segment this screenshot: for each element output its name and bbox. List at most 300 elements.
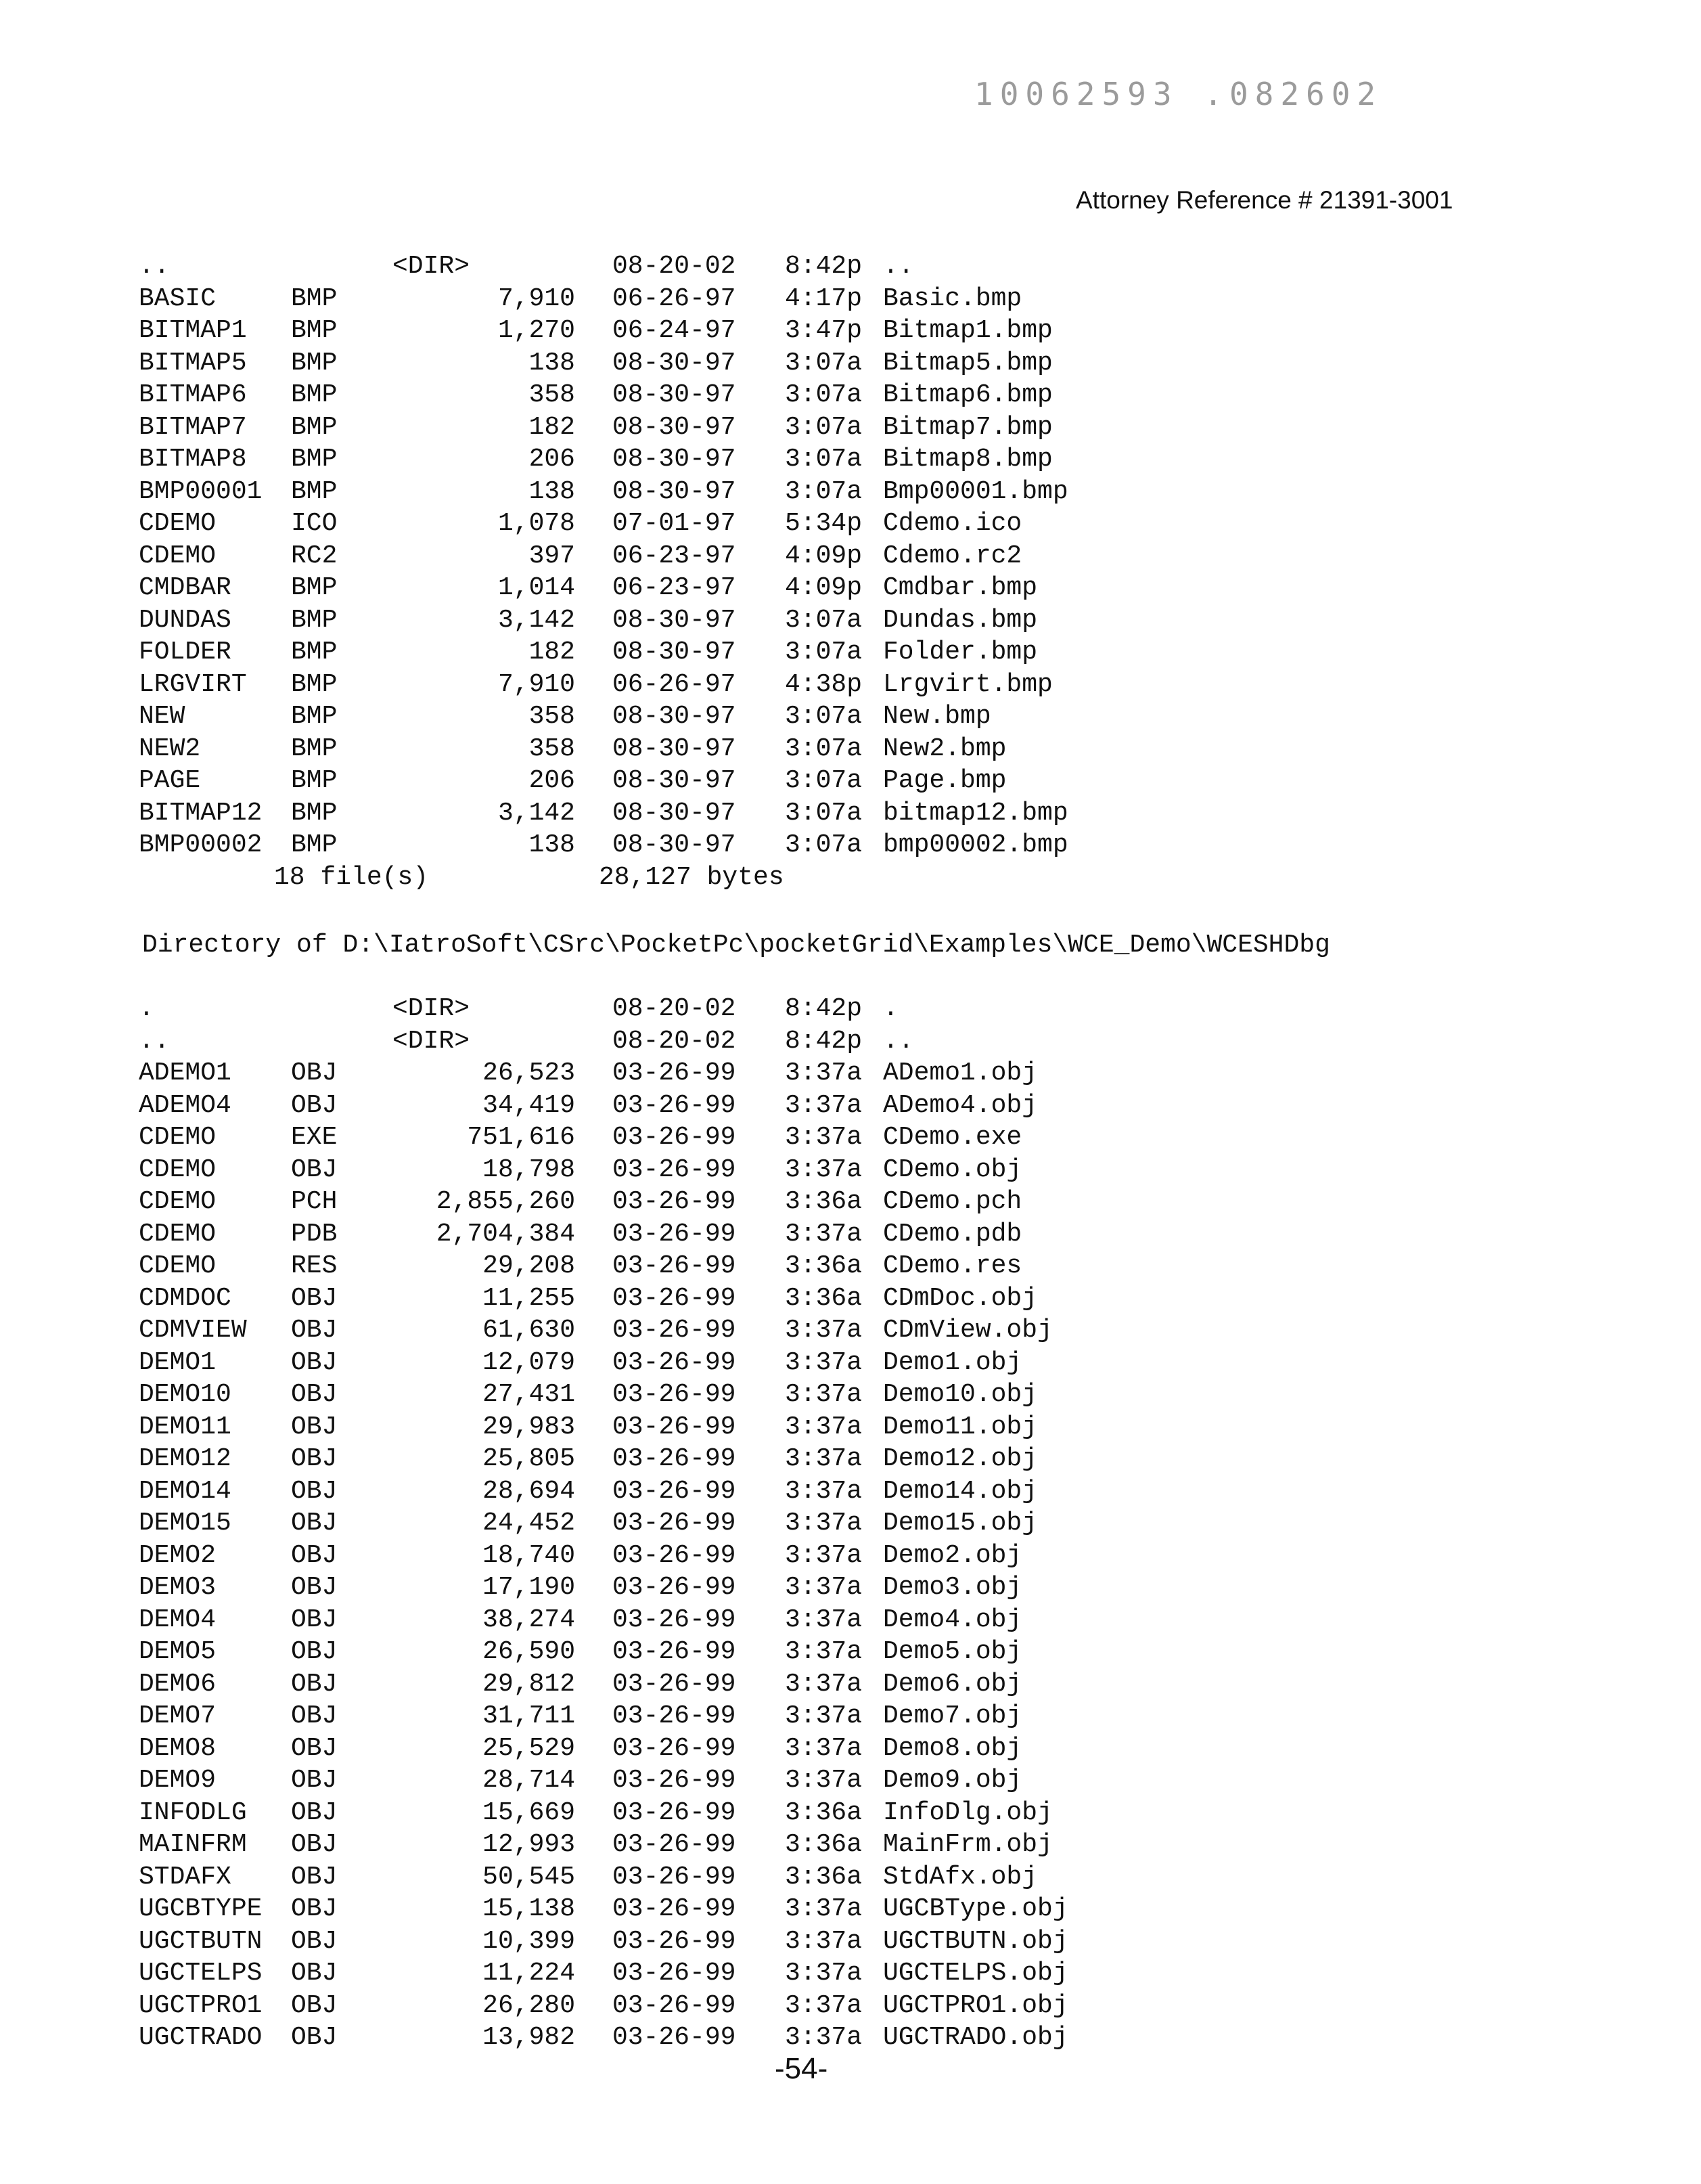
file-name: CMDBAR — [139, 573, 231, 602]
file-date: 03-26-99 — [612, 1573, 736, 1602]
long-file-name: Demo8.obj — [883, 1733, 1022, 1763]
long-file-name: CDmView.obj — [883, 1316, 1053, 1345]
file-extension: OBJ — [291, 1990, 338, 2020]
file-time: 3:37a — [785, 1540, 863, 1570]
file-size: 34,419 — [482, 1090, 575, 1120]
file-name: CDEMO — [139, 1155, 217, 1184]
file-size: 1,270 — [497, 316, 575, 345]
long-file-name: Basic.bmp — [883, 284, 1022, 313]
file-extension: OBJ — [291, 1669, 338, 1699]
file-name: FOLDER — [139, 638, 231, 667]
file-time: 3:07a — [785, 445, 863, 474]
file-time: 3:37a — [785, 1380, 863, 1409]
file-date: 03-26-99 — [612, 1926, 736, 1956]
file-size: 26,590 — [482, 1637, 575, 1666]
file-name: BITMAP7 — [139, 412, 247, 442]
directory-heading: Directory of D:\IatroSoft\CSrc\PocketPc\pocketGrid\Examples\WCE_Demo\WCESHDbg — [142, 931, 1330, 960]
file-date: 03-26-99 — [612, 1701, 736, 1731]
file-time: 3:37a — [785, 1701, 863, 1731]
file-extension: OBJ — [291, 1637, 338, 1666]
file-extension: OBJ — [291, 1058, 338, 1088]
file-name: DEMO9 — [139, 1766, 217, 1795]
file-date: 08-20-02 — [612, 1026, 736, 1056]
long-file-name: bitmap12.bmp — [883, 798, 1068, 828]
file-time: 3:37a — [785, 1090, 863, 1120]
file-size: 13,982 — [482, 2023, 575, 2052]
file-size: 28,694 — [482, 1476, 575, 1506]
file-date: 03-26-99 — [612, 1123, 736, 1152]
file-name: CDEMO — [139, 1123, 217, 1152]
file-size: 25,805 — [482, 1444, 575, 1473]
file-date: 03-26-99 — [612, 1283, 736, 1313]
file-size: 27,431 — [482, 1380, 575, 1409]
file-size: 29,812 — [482, 1669, 575, 1699]
file-size: 2,855,260 — [436, 1187, 575, 1216]
file-extension: OBJ — [291, 1862, 338, 1892]
long-file-name: CDemo.exe — [883, 1123, 1022, 1152]
file-size: 1,078 — [497, 509, 575, 538]
file-size: 15,669 — [482, 1798, 575, 1827]
long-file-name: CDemo.pdb — [883, 1219, 1022, 1249]
file-name: CDMDOC — [139, 1283, 231, 1313]
long-file-name: UGCTPRO1.obj — [883, 1990, 1068, 2020]
long-file-name: Lrgvirt.bmp — [883, 669, 1053, 699]
long-file-name: ADemo4.obj — [883, 1090, 1038, 1120]
long-file-name: UGCBType.obj — [883, 1894, 1068, 1923]
file-time: 4:09p — [785, 541, 863, 571]
file-size: 31,711 — [482, 1701, 575, 1731]
file-extension: OBJ — [291, 1701, 338, 1731]
file-size: 38,274 — [482, 1605, 575, 1634]
file-extension: BMP — [291, 638, 338, 667]
long-file-name: Demo9.obj — [883, 1766, 1022, 1795]
file-name: UGCTELPS — [139, 1959, 263, 1988]
file-time: 3:37a — [785, 1509, 863, 1538]
file-time: 3:37a — [785, 1058, 863, 1088]
file-name: CDEMO — [139, 1219, 217, 1249]
file-extension: BMP — [291, 284, 338, 313]
long-file-name: ADemo1.obj — [883, 1058, 1038, 1088]
file-size: 138 — [528, 830, 575, 860]
file-name: PAGE — [139, 766, 201, 795]
file-size: 182 — [528, 638, 575, 667]
file-extension: EXE — [291, 1123, 338, 1152]
file-time: 3:36a — [785, 1798, 863, 1827]
file-date: 06-24-97 — [612, 316, 736, 345]
file-name: DEMO1 — [139, 1347, 217, 1377]
file-name: DEMO12 — [139, 1444, 231, 1473]
file-size: 24,452 — [482, 1509, 575, 1538]
file-size: 138 — [528, 348, 575, 378]
file-date: 03-26-99 — [612, 1412, 736, 1442]
dir-marker: <DIR> — [392, 252, 470, 281]
file-date: 03-26-99 — [612, 1798, 736, 1827]
long-file-name: Bitmap5.bmp — [883, 348, 1053, 378]
file-name: BITMAP5 — [139, 348, 247, 378]
file-date: 06-23-97 — [612, 573, 736, 602]
file-name: BMP00002 — [139, 830, 263, 860]
file-extension: RES — [291, 1251, 338, 1280]
file-time: 3:07a — [785, 412, 863, 442]
file-name: CDMVIEW — [139, 1316, 247, 1345]
long-file-name: Bitmap1.bmp — [883, 316, 1053, 345]
file-size: 358 — [528, 734, 575, 763]
file-extension: BMP — [291, 412, 338, 442]
byte-total: 28,127 bytes — [599, 862, 784, 892]
file-time: 3:37a — [785, 1219, 863, 1249]
file-name: .. — [139, 1026, 170, 1056]
file-time: 3:36a — [785, 1830, 863, 1859]
file-date: 08-30-97 — [612, 734, 736, 763]
file-extension: OBJ — [291, 1573, 338, 1602]
file-size: 12,079 — [482, 1347, 575, 1377]
file-time: 3:07a — [785, 798, 863, 828]
file-date: 03-26-99 — [612, 1444, 736, 1473]
file-extension: OBJ — [291, 1798, 338, 1827]
long-file-name: CDmDoc.obj — [883, 1283, 1038, 1313]
file-date: 03-26-99 — [612, 1830, 736, 1859]
file-time: 3:37a — [785, 1123, 863, 1152]
file-extension: BMP — [291, 605, 338, 635]
file-time: 3:36a — [785, 1187, 863, 1216]
long-file-name: StdAfx.obj — [883, 1862, 1038, 1892]
long-file-name: CDemo.res — [883, 1251, 1022, 1280]
file-date: 08-30-97 — [612, 830, 736, 860]
file-name: CDEMO — [139, 509, 217, 538]
dir-marker: <DIR> — [392, 994, 470, 1023]
file-size: 2,704,384 — [436, 1219, 575, 1249]
file-date: 08-30-97 — [612, 766, 736, 795]
long-file-name: Demo5.obj — [883, 1637, 1022, 1666]
long-file-name: . — [883, 994, 899, 1023]
long-file-name: Demo11.obj — [883, 1412, 1038, 1442]
file-name: CDEMO — [139, 1251, 217, 1280]
file-size: 358 — [528, 380, 575, 409]
file-time: 3:37a — [785, 1894, 863, 1923]
file-name: ADEMO4 — [139, 1090, 231, 1120]
file-date: 08-30-97 — [612, 798, 736, 828]
file-date: 03-26-99 — [612, 2023, 736, 2052]
long-file-name: Demo6.obj — [883, 1669, 1022, 1699]
file-extension: BMP — [291, 573, 338, 602]
file-date: 03-26-99 — [612, 1862, 736, 1892]
file-time: 3:07a — [785, 766, 863, 795]
file-date: 08-30-97 — [612, 638, 736, 667]
file-extension: OBJ — [291, 1155, 338, 1184]
file-date: 03-26-99 — [612, 1959, 736, 1988]
long-file-name: Demo15.obj — [883, 1509, 1038, 1538]
file-name: UGCBTYPE — [139, 1894, 263, 1923]
file-size: 751,616 — [467, 1123, 575, 1152]
file-name: NEW2 — [139, 734, 201, 763]
file-size: 138 — [528, 476, 575, 506]
file-extension: BMP — [291, 669, 338, 699]
page-number: -54- — [775, 2052, 828, 2085]
long-file-name: Dundas.bmp — [883, 605, 1038, 635]
file-time: 3:07a — [785, 605, 863, 635]
file-date: 08-20-02 — [612, 994, 736, 1023]
file-extension: BMP — [291, 830, 338, 860]
file-time: 3:07a — [785, 380, 863, 409]
file-date: 08-30-97 — [612, 605, 736, 635]
file-date: 03-26-99 — [612, 1637, 736, 1666]
file-extension: OBJ — [291, 1509, 338, 1538]
file-time: 3:37a — [785, 1573, 863, 1602]
file-size: 29,983 — [482, 1412, 575, 1442]
file-extension: RC2 — [291, 541, 338, 571]
long-file-name: Demo7.obj — [883, 1701, 1022, 1731]
long-file-name: Bitmap7.bmp — [883, 412, 1053, 442]
file-size: 358 — [528, 702, 575, 731]
long-file-name: Demo2.obj — [883, 1540, 1022, 1570]
file-time: 8:42p — [785, 252, 863, 281]
file-size: 7,910 — [497, 669, 575, 699]
long-file-name: Demo10.obj — [883, 1380, 1038, 1409]
file-time: 4:17p — [785, 284, 863, 313]
file-size: 11,224 — [482, 1959, 575, 1988]
long-file-name: Demo12.obj — [883, 1444, 1038, 1473]
file-date: 03-26-99 — [612, 1058, 736, 1088]
file-name: UGCTBUTN — [139, 1926, 263, 1956]
file-name: BITMAP12 — [139, 798, 263, 828]
file-extension: BMP — [291, 766, 338, 795]
file-time: 3:37a — [785, 1476, 863, 1506]
file-extension: BMP — [291, 476, 338, 506]
file-date: 08-30-97 — [612, 702, 736, 731]
long-file-name: CDemo.pch — [883, 1187, 1022, 1216]
file-time: 3:07a — [785, 348, 863, 378]
file-name: DEMO3 — [139, 1573, 217, 1602]
file-date: 03-26-99 — [612, 1540, 736, 1570]
file-time: 3:37a — [785, 1605, 863, 1634]
file-size: 50,545 — [482, 1862, 575, 1892]
file-extension: OBJ — [291, 1894, 338, 1923]
file-date: 07-01-97 — [612, 509, 736, 538]
file-date: 03-26-99 — [612, 1251, 736, 1280]
file-extension: OBJ — [291, 1476, 338, 1506]
file-date: 03-26-99 — [612, 1090, 736, 1120]
file-extension: OBJ — [291, 1283, 338, 1313]
file-size: 206 — [528, 766, 575, 795]
file-extension: BMP — [291, 734, 338, 763]
file-date: 03-26-99 — [612, 1380, 736, 1409]
file-extension: PDB — [291, 1219, 338, 1249]
file-count: 18 file(s) — [274, 862, 429, 892]
file-time: 3:37a — [785, 2023, 863, 2052]
long-file-name: .. — [883, 1026, 914, 1056]
file-time: 3:07a — [785, 702, 863, 731]
file-date: 03-26-99 — [612, 1669, 736, 1699]
file-name: DEMO7 — [139, 1701, 217, 1731]
file-size: 182 — [528, 412, 575, 442]
file-time: 3:37a — [785, 1959, 863, 1988]
file-extension: OBJ — [291, 1766, 338, 1795]
file-date: 08-20-02 — [612, 252, 736, 281]
file-name: DEMO14 — [139, 1476, 231, 1506]
file-time: 3:07a — [785, 638, 863, 667]
file-time: 3:37a — [785, 1155, 863, 1184]
file-extension: BMP — [291, 445, 338, 474]
file-time: 3:37a — [785, 1637, 863, 1666]
file-date: 08-30-97 — [612, 412, 736, 442]
long-file-name: Demo14.obj — [883, 1476, 1038, 1506]
long-file-name: UGCTELPS.obj — [883, 1959, 1068, 1988]
file-size: 15,138 — [482, 1894, 575, 1923]
file-size: 28,714 — [482, 1766, 575, 1795]
file-name: DEMO4 — [139, 1605, 217, 1634]
long-file-name: .. — [883, 252, 914, 281]
dir-marker: <DIR> — [392, 1026, 470, 1056]
file-date: 03-26-99 — [612, 1766, 736, 1795]
file-date: 08-30-97 — [612, 348, 736, 378]
file-size: 10,399 — [482, 1926, 575, 1956]
long-file-name: bmp00002.bmp — [883, 830, 1068, 860]
file-time: 3:36a — [785, 1862, 863, 1892]
file-size: 18,740 — [482, 1540, 575, 1570]
long-file-name: New.bmp — [883, 702, 991, 731]
file-name: BITMAP1 — [139, 316, 247, 345]
file-name: BITMAP6 — [139, 380, 247, 409]
file-name: DEMO2 — [139, 1540, 217, 1570]
file-date: 03-26-99 — [612, 1316, 736, 1345]
file-time: 3:36a — [785, 1251, 863, 1280]
file-size: 3,142 — [497, 605, 575, 635]
file-size: 397 — [528, 541, 575, 571]
file-name: CDEMO — [139, 541, 217, 571]
file-extension: OBJ — [291, 2023, 338, 2052]
file-size: 25,529 — [482, 1733, 575, 1763]
long-file-name: MainFrm.obj — [883, 1830, 1053, 1859]
file-date: 03-26-99 — [612, 1990, 736, 2020]
file-time: 3:37a — [785, 1316, 863, 1345]
file-time: 3:37a — [785, 1766, 863, 1795]
file-size: 7,910 — [497, 284, 575, 313]
long-file-name: Demo4.obj — [883, 1605, 1022, 1634]
file-size: 18,798 — [482, 1155, 575, 1184]
file-name: UGCTRADO — [139, 2023, 263, 2052]
file-date: 03-26-99 — [612, 1733, 736, 1763]
file-extension: OBJ — [291, 1316, 338, 1345]
file-name: DUNDAS — [139, 605, 231, 635]
file-time: 3:07a — [785, 830, 863, 860]
file-extension: BMP — [291, 380, 338, 409]
file-extension: OBJ — [291, 1090, 338, 1120]
file-size: 61,630 — [482, 1316, 575, 1345]
file-extension: OBJ — [291, 1347, 338, 1377]
file-date: 03-26-99 — [612, 1219, 736, 1249]
file-date: 06-26-97 — [612, 284, 736, 313]
file-time: 8:42p — [785, 1026, 863, 1056]
file-time: 3:37a — [785, 1926, 863, 1956]
file-size: 206 — [528, 445, 575, 474]
file-extension: OBJ — [291, 1444, 338, 1473]
file-name: ADEMO1 — [139, 1058, 231, 1088]
file-name: MAINFRM — [139, 1830, 247, 1859]
file-time: 3:37a — [785, 1412, 863, 1442]
file-name: BITMAP8 — [139, 445, 247, 474]
file-extension: BMP — [291, 702, 338, 731]
file-time: 3:37a — [785, 1990, 863, 2020]
file-extension: OBJ — [291, 1926, 338, 1956]
file-time: 3:37a — [785, 1733, 863, 1763]
file-extension: BMP — [291, 316, 338, 345]
file-date: 08-30-97 — [612, 476, 736, 506]
file-size: 26,280 — [482, 1990, 575, 2020]
long-file-name: New2.bmp — [883, 734, 1007, 763]
file-name: UGCTPRO1 — [139, 1990, 263, 2020]
file-extension: OBJ — [291, 1540, 338, 1570]
file-extension: OBJ — [291, 1380, 338, 1409]
file-name: DEMO15 — [139, 1509, 231, 1538]
file-time: 3:07a — [785, 734, 863, 763]
file-time: 3:37a — [785, 1444, 863, 1473]
file-time: 3:07a — [785, 476, 863, 506]
file-date: 06-23-97 — [612, 541, 736, 571]
file-name: STDAFX — [139, 1862, 231, 1892]
file-time: 5:34p — [785, 509, 863, 538]
file-time: 8:42p — [785, 994, 863, 1023]
file-time: 3:37a — [785, 1669, 863, 1699]
long-file-name: Bmp00001.bmp — [883, 476, 1068, 506]
file-name: DEMO10 — [139, 1380, 231, 1409]
file-time: 4:09p — [785, 573, 863, 602]
file-extension: ICO — [291, 509, 338, 538]
file-date: 03-26-99 — [612, 1605, 736, 1634]
file-time: 4:38p — [785, 669, 863, 699]
file-extension: BMP — [291, 348, 338, 378]
file-extension: OBJ — [291, 1959, 338, 1988]
file-name: NEW — [139, 702, 185, 731]
file-name: DEMO5 — [139, 1637, 217, 1666]
file-size: 1,014 — [497, 573, 575, 602]
file-time: 3:47p — [785, 316, 863, 345]
long-file-name: Page.bmp — [883, 766, 1007, 795]
file-date: 06-26-97 — [612, 669, 736, 699]
long-file-name: UGCTRADO.obj — [883, 2023, 1068, 2052]
attorney-reference: Attorney Reference # 21391-3001 — [1076, 186, 1453, 214]
file-name: DEMO6 — [139, 1669, 217, 1699]
file-size: 26,523 — [482, 1058, 575, 1088]
file-time: 3:36a — [785, 1283, 863, 1313]
long-file-name: Cdemo.rc2 — [883, 541, 1022, 571]
file-name: DEMO8 — [139, 1733, 217, 1763]
file-extension: PCH — [291, 1187, 338, 1216]
long-file-name: Cdemo.ico — [883, 509, 1022, 538]
file-date: 03-26-99 — [612, 1187, 736, 1216]
file-name: CDEMO — [139, 1187, 217, 1216]
file-name: BASIC — [139, 284, 217, 313]
file-name: .. — [139, 252, 170, 281]
long-file-name: Folder.bmp — [883, 638, 1038, 667]
file-date: 03-26-99 — [612, 1894, 736, 1923]
file-date: 03-26-99 — [612, 1347, 736, 1377]
file-extension: OBJ — [291, 1412, 338, 1442]
file-name: DEMO11 — [139, 1412, 231, 1442]
file-size: 11,255 — [482, 1283, 575, 1313]
file-size: 3,142 — [497, 798, 575, 828]
file-size: 17,190 — [482, 1573, 575, 1602]
file-date: 08-30-97 — [612, 380, 736, 409]
file-date: 03-26-99 — [612, 1155, 736, 1184]
long-file-name: UGCTBUTN.obj — [883, 1926, 1068, 1956]
file-date: 03-26-99 — [612, 1509, 736, 1538]
file-name: INFODLG — [139, 1798, 247, 1827]
file-date: 08-30-97 — [612, 445, 736, 474]
bates-stamp: 10062593 .082602 — [974, 76, 1383, 112]
long-file-name: Demo1.obj — [883, 1347, 1022, 1377]
file-size: 29,208 — [482, 1251, 575, 1280]
file-time: 3:37a — [785, 1347, 863, 1377]
